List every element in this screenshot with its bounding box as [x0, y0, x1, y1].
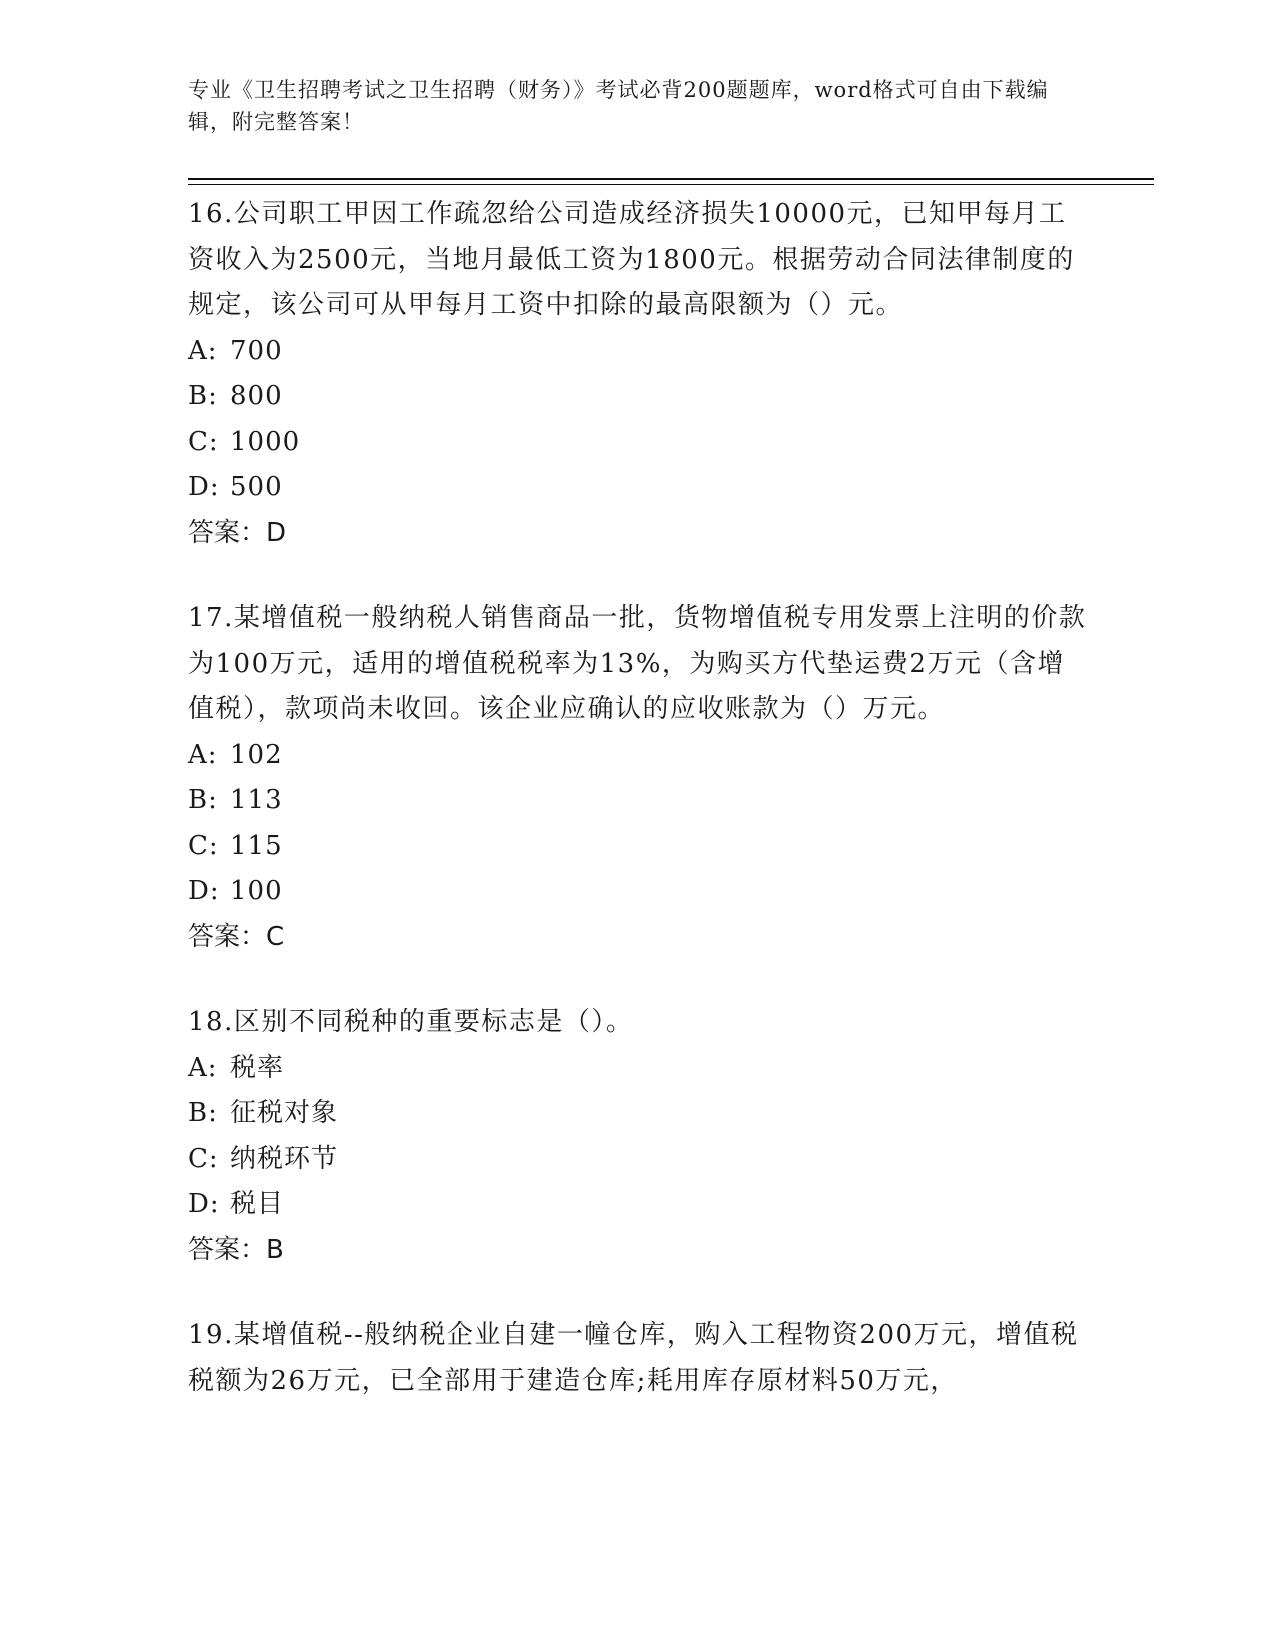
- option-text: 115: [230, 830, 283, 861]
- option-label: B:: [188, 381, 218, 411]
- question-list: [188, 192, 1088, 1404]
- header-rule: [188, 178, 1154, 180]
- question-stem: 17.某增值税一般纳税人销售商品一批，货物增值税专用发票上注明的价款为100万元，适用的增值税税率为13%，为购买方代垫运费2万元（含增值税），款项尚未收回。该企业应确认的应收账款为（）万元。: [188, 603, 1087, 724]
- answer-line: 答案：D: [188, 517, 287, 548]
- option-text: 税目: [230, 1189, 285, 1219]
- question-stem: 19.某增值税--般纳税企业自建一幢仓库，购入工程物资200万元，增值税税额为26万元，已全部用于建造仓库;耗用库存原材料50万元，: [188, 1320, 1079, 1396]
- option-label: D:: [188, 472, 220, 502]
- option-label: C:: [188, 830, 219, 861]
- option-d: [188, 1182, 1088, 1228]
- option-c: [188, 420, 1088, 466]
- option-b: [188, 778, 1088, 824]
- option-d: [188, 869, 1088, 915]
- option-label: C:: [188, 1143, 219, 1174]
- option-text: 征税对象: [230, 1098, 339, 1128]
- option-text: 500: [230, 472, 283, 502]
- header-rule-thin: [188, 184, 1154, 185]
- option-text: 100: [230, 876, 283, 906]
- option-a: [188, 733, 1088, 779]
- option-a: [188, 329, 1088, 375]
- question-16: [188, 192, 1088, 556]
- option-label: C:: [188, 426, 219, 457]
- option-text: 700: [230, 335, 283, 366]
- question-18: [188, 1000, 1088, 1273]
- option-label: A:: [188, 739, 218, 770]
- option-label: D:: [188, 1189, 220, 1219]
- option-text: 纳税环节: [230, 1143, 339, 1174]
- option-text: 113: [230, 785, 283, 815]
- option-b: [188, 1091, 1088, 1137]
- option-a: [188, 1046, 1088, 1092]
- document-header: 专业《卫生招聘考试之卫生招聘（财务）》考试必背200题题库，word格式可自由下载编辑，附完整答案！: [188, 78, 1049, 134]
- question-17: [188, 596, 1088, 960]
- option-label: B:: [188, 785, 218, 815]
- option-text: 102: [230, 739, 283, 770]
- option-c: [188, 1137, 1088, 1183]
- option-text: 税率: [230, 1052, 285, 1083]
- answer-line: 答案：C: [188, 921, 285, 952]
- option-d: [188, 465, 1088, 511]
- answer-line: 答案：B: [188, 1234, 284, 1265]
- question-stem: 16.公司职工甲因工作疏忽给公司造成经济损失10000元，已知甲每月工资收入为2500元，当地月最低工资为1800元。根据劳动合同法律制度的规定，该公司可从甲每月工资中扣除的最高限额为（）元。: [188, 199, 1075, 320]
- option-text: 1000: [230, 426, 301, 457]
- option-label: A:: [188, 1052, 218, 1083]
- option-b: [188, 374, 1088, 420]
- option-label: A:: [188, 335, 218, 366]
- option-text: 800: [230, 381, 283, 411]
- option-label: D:: [188, 876, 220, 906]
- option-label: B:: [188, 1098, 218, 1128]
- question-stem: 18.区别不同税种的重要标志是（）。: [188, 1007, 634, 1037]
- question-19: [188, 1313, 1088, 1404]
- option-c: [188, 824, 1088, 870]
